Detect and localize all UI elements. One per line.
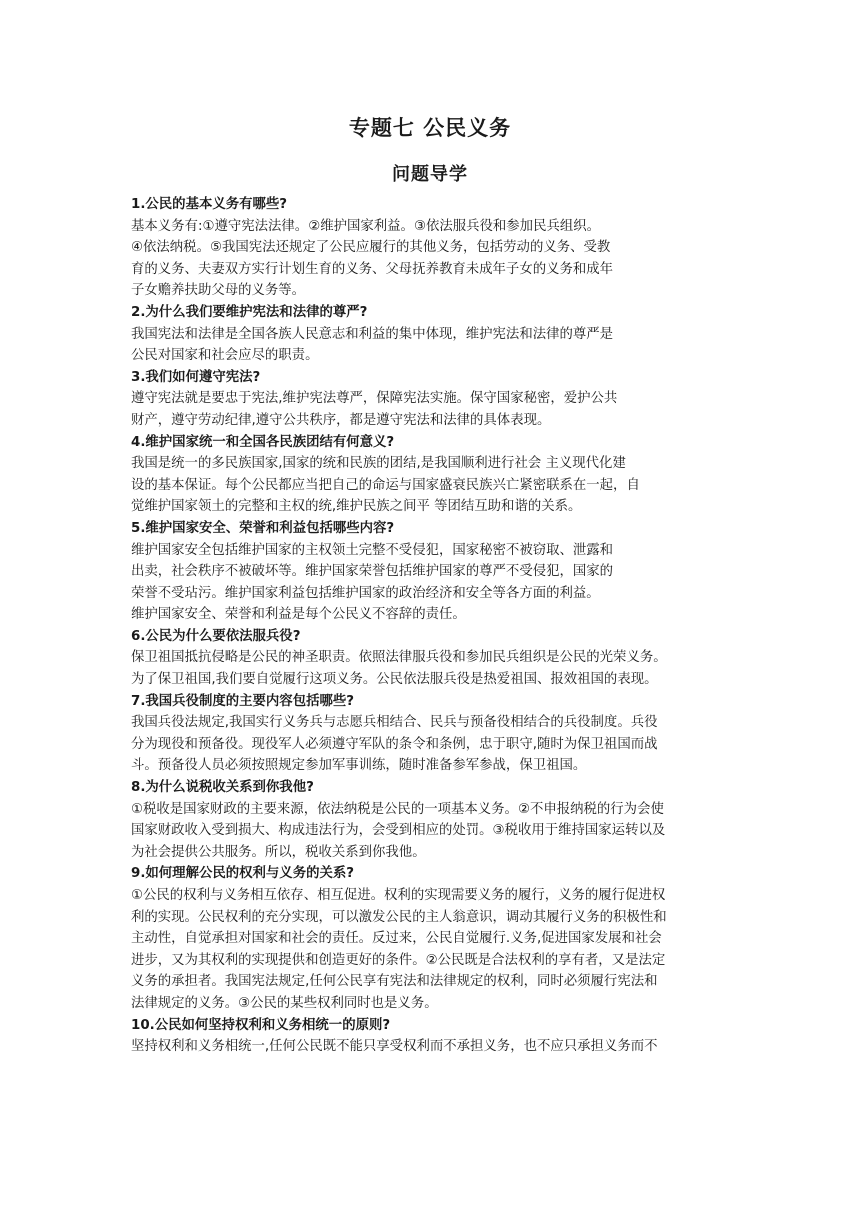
- body-text-line: 设的基本保证。每个公民都应当把自己的命运与国家盛衰民族兴亡紧密联系在一起，自: [131, 477, 640, 493]
- body-text-line: 保卫祖国抵抗侵略是公民的神圣职责。依照法律服兵役和参加民兵组织是公民的光荣义务。: [131, 650, 667, 666]
- document-body: [131, 194, 733, 1058]
- body-text-line: 我国是统一的多民族国家,国家的统和民族的团结,是我国顺利进行社会 主义现代化建: [131, 456, 626, 472]
- body-text-line: 遵守宪法就是要忠于宪法,维护宪法尊严，保障宪法实施。保守国家秘密，爱护公共: [131, 391, 618, 407]
- question-heading: 4.维护国家统一和全国各民族团结有何意义?: [131, 434, 395, 450]
- body-text-line: 维护国家安全包括维护国家的主权领土完整不受侵犯，国家秘密不被窃取、泄露和: [131, 542, 614, 558]
- body-text-line: 进步，又为其权利的实现提供和创造更好的条件。②公民既是合法权利的享有者，又是法定: [131, 952, 666, 968]
- body-text-line: 财产，遵守劳动纪律,遵守公共秩序，都是遵守宪法和法律的具体表现。: [131, 412, 551, 428]
- body-text-line: 斗。预备役人员必须按照规定参加军事训练，随时准备参军参战，保卫祖国。: [131, 758, 587, 774]
- body-text-line: 法律规定的义务。③公民的某些权利同时也是义务。: [131, 995, 438, 1011]
- body-text-line: 荣誉不受玷污。维护国家利益包括维护国家的政治经济和安全等各方面的利益。: [131, 585, 600, 601]
- question-heading: 10.公民如何坚持权利和义务相统一的原则?: [131, 1017, 391, 1033]
- question-heading: 8.为什么说税收关系到你我他?: [131, 780, 314, 796]
- body-text-line: 觉维护国家领土的完整和主权的统,维护民族之间平 等团结互助和谐的关系。: [131, 499, 582, 515]
- body-text-line: 公民对国家和社会应尽的职责。: [131, 348, 319, 364]
- question-heading: 2.为什么我们要维护宪法和法律的尊严?: [131, 304, 368, 320]
- body-text-line: 育的义务、夫妻双方实行计划生育的义务、父母抚养教育未成年子女的义务和成年: [131, 261, 614, 277]
- body-text-line: 义务的承担者。我国宪法规定,任何公民享有宪法和法律规定的权利，同时必须履行宪法和: [131, 974, 658, 990]
- question-heading: 9.如何理解公民的权利与义务的关系?: [131, 866, 355, 882]
- body-text-line: 基本义务有:①遵守宪法法律。②维护国家利益。③依法服兵役和参加民兵组织。: [131, 218, 601, 234]
- question-heading: 3.我们如何遵守宪法?: [131, 369, 261, 385]
- body-text-line: 为社会提供公共服务。所以，税收关系到你我他。: [131, 844, 426, 860]
- body-text-line: ①税收是国家财政的主要来源，依法纳税是公民的一项基本义务。②不申报纳税的行为会使: [131, 801, 664, 817]
- question-heading: 7.我国兵役制度的主要内容包括哪些?: [131, 693, 355, 709]
- body-text-line: 分为现役和预备役。现役军人必须遵守军队的条令和条例，忠于职守,随时为保卫祖国而战: [131, 736, 658, 752]
- body-text-line: 子女赡养扶助父母的义务等。: [131, 283, 306, 299]
- body-text-line: ①公民的权利与义务相互依存、相互促进。权利的实现需要义务的履行，义务的履行促进权: [131, 888, 666, 903]
- body-text-line: ④依法纳税。⑤我国宪法还规定了公民应履行的其他义务，包括劳动的义务、受教: [131, 240, 611, 256]
- body-text-line: 我国兵役法规定,我国实行义务兵与志愿兵相结合、民兵与预备役相结合的兵役制度。兵役: [131, 715, 658, 731]
- section-heading: 问题导学: [392, 164, 468, 185]
- question-heading: 6.公民为什么要依法服兵役?: [131, 628, 301, 644]
- body-text-line: 为了保卫祖国,我们要自觉履行这项义务。公民依法服兵役是热爱祖国、报效祖国的表现。: [131, 672, 658, 688]
- question-heading: 5.维护国家安全、荣誉和利益包括哪些内容?: [131, 520, 395, 536]
- body-text-line: 我国宪法和法律是全国各族人民意志和利益的集中体现，维护宪法和法律的尊严是: [131, 326, 614, 342]
- body-text-line: 坚持权利和义务相统一,任何公民既不能只享受权利而不承担义务，也不应只承担义务而不: [131, 1039, 658, 1055]
- body-text-line: 国家财政收入受到损大、构成违法行为，会受到相应的处罚。③税收用于维持国家运转以及: [131, 823, 666, 839]
- body-text-line: 主动性，自觉承担对国家和社会的责任。反过来，公民自觉履行.义务,促进国家发展和社会: [131, 931, 662, 947]
- question-heading: 1.公民的基本义务有哪些?: [131, 197, 288, 212]
- body-text-line: 出卖，社会秩序不被破坏等。维护国家荣誉包括维护国家的尊严不受侵犯，国家的: [131, 564, 614, 580]
- body-text-line: 利的实现。公民权利的充分实现，可以激发公民的主人翁意识，调动其履行义务的积极性和: [131, 909, 667, 925]
- document-title: 专题七 公民义务: [348, 116, 512, 140]
- body-text-line: 维护国家安全、荣誉和利益是每个公民义不容辞的责任。: [131, 607, 466, 623]
